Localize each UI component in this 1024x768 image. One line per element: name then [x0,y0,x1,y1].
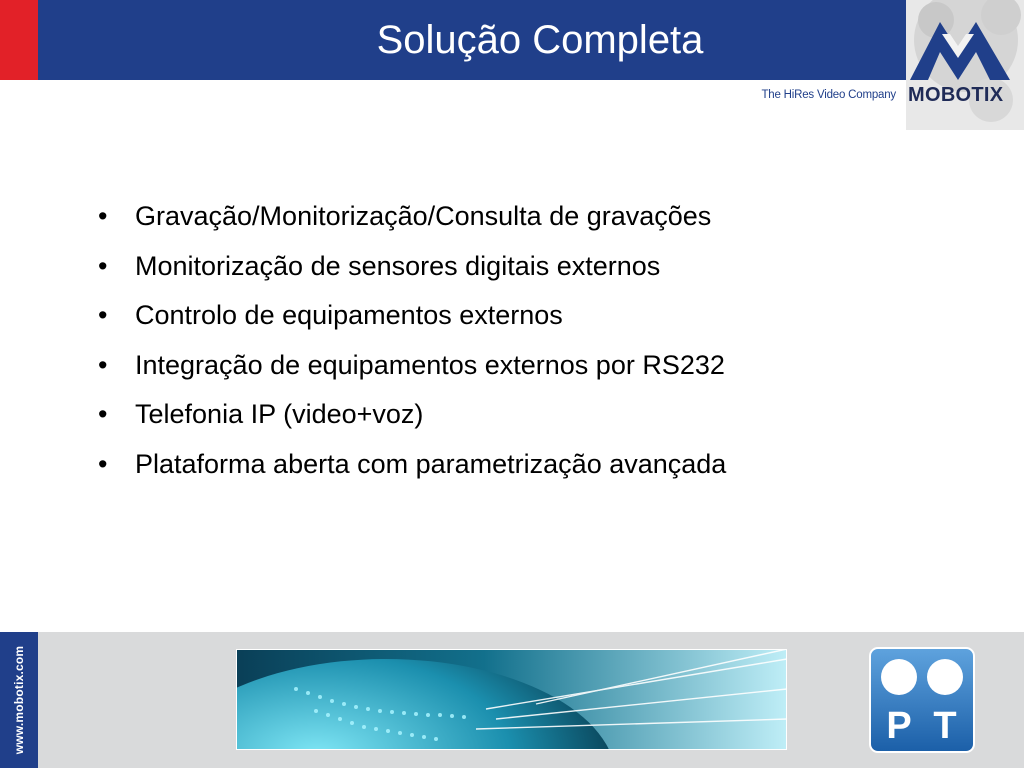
pt-letter: P [886,705,912,747]
website-url-vertical: www.mobotix.com [12,645,26,755]
mobotix-wordmark: MOBOTIX [908,84,1004,106]
bullet-item: • Gravação/Monitorização/Consulta de gravações [98,196,726,246]
company-tagline: The HiRes Video Company [761,89,896,101]
bullet-item: • Monitorização de sensores digitais externos [98,246,726,296]
slide-title: Solução Completa [376,17,704,62]
pt-logo [868,646,976,754]
bullet-item: • Plataforma aberta com parametrização avançada [98,444,726,494]
slide-title-container [38,0,1024,80]
pt-letter: T [933,705,957,747]
red-accent-bar [0,0,38,80]
bullet-list [98,196,726,493]
mobotix-logo-graphic [906,0,1024,130]
globe-banner-image [236,649,787,750]
bullet-item: • Telefonia IP (video+voz) [98,394,726,444]
bullet-item: • Integração de equipamentos externos por RS232 [98,345,726,395]
bullet-item: • Controlo de equipamentos externos [98,295,726,345]
